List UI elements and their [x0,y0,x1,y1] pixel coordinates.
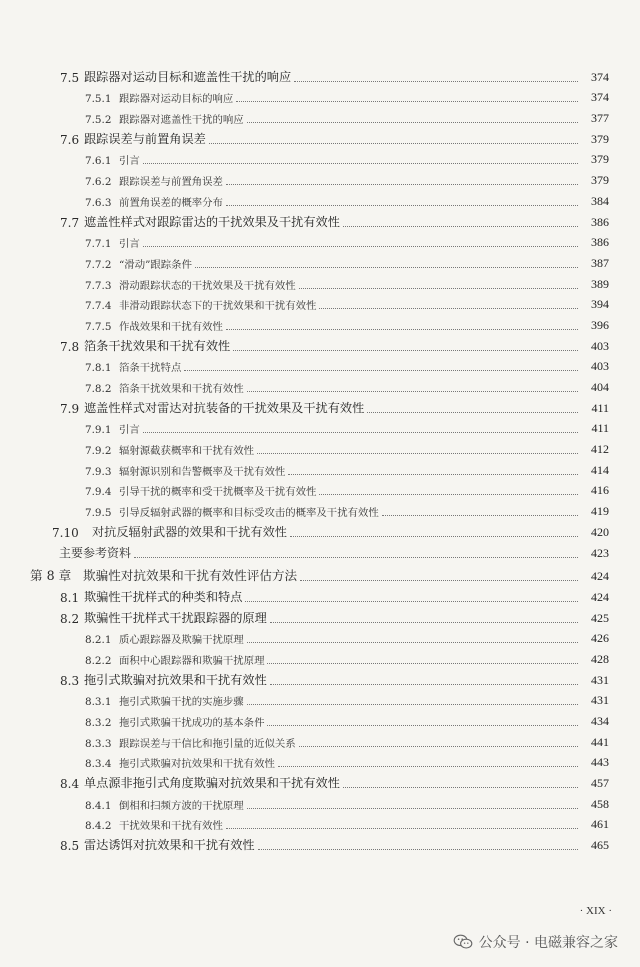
dot-leader [226,205,604,206]
entry-number: 8.2.1 [85,634,112,647]
dot-leader [226,828,604,829]
entry-title: 对抗反辐射武器的效果和干扰有效性 [92,524,287,539]
dot-leader [233,350,604,351]
entry-title: 欺骗性对抗效果和干扰有效性评估方法 [83,568,298,584]
entry-page-number: 403 [579,339,609,354]
entry-title: 滑动跟踪状态的干扰效果及干扰有效性 [119,279,296,292]
entry-number: 8.1 [60,590,80,605]
entry-title: 跟踪误差与前置角误差 [119,176,223,189]
entry-number: 7.8.1 [85,362,112,375]
entry-page-number: 387 [579,256,609,271]
entry-page-number: 424 [579,590,609,605]
dot-leader [343,787,604,788]
dot-leader [226,184,604,185]
toc-entry [0,459,640,480]
entry-title: 主要参考资料 [59,545,132,560]
entry-page-number: 434 [579,714,609,729]
entry-number: 8.4.2 [85,820,112,833]
entry-title: 引导干扰的概率和受干扰概率及干扰有效性 [119,486,317,499]
entry-number: 7.6.3 [85,196,112,209]
entry-title: 非滑动跟踪状态下的干扰效果和干扰有效性 [119,300,317,313]
entry-page-number: 465 [579,838,609,853]
entry-title: 面积中心跟踪器和欺骗干扰原理 [119,654,265,667]
entry-title: 干扰效果和干扰有效性 [119,820,223,833]
entry-number: 7.7.1 [85,238,112,251]
dot-leader [245,601,604,602]
toc-entry [0,814,640,835]
entry-title: 跟踪误差与干信比和拖引量的近似关系 [119,737,296,750]
watermark [453,932,618,952]
entry-page-number: 425 [579,611,609,626]
dot-leader [319,308,604,309]
chapter-entry [0,566,640,587]
dot-leader [247,808,604,809]
entry-number: 8.2.2 [85,654,112,667]
entry-page-number: 461 [579,817,609,832]
entry-page-number: 419 [579,504,609,519]
dot-leader [343,226,604,227]
entry-page-number: 414 [579,463,609,478]
entry-number: 7.7.4 [85,300,112,313]
entry-title: “滑动”跟踪条件 [119,258,192,271]
entry-page-number: 424 [579,569,609,584]
toc-entry [0,128,640,149]
entry-page-number: 403 [579,359,609,374]
entry-number: 8.3 [60,673,80,688]
dot-leader [319,494,604,495]
dot-leader [134,557,604,558]
toc-entry [0,273,640,294]
dot-leader [209,143,604,144]
entry-title: 遮盖性样式对雷达对抗装备的干扰效果及干扰有效性 [84,400,365,415]
dot-leader [267,725,604,726]
entry-number: 7.10 [52,525,79,540]
entry-title: 跟踪器对遮盖性干扰的响应 [119,114,244,127]
dot-leader [294,81,604,82]
entry-page-number: 411 [579,401,609,416]
toc-entry [0,149,640,170]
entry-number: 7.9.2 [85,445,112,458]
dot-leader [195,267,604,268]
dot-leader [247,642,604,643]
toc-entry [0,211,640,232]
entry-title: 跟踪误差与前置角误差 [84,131,206,146]
dot-leader [257,453,604,454]
entry-number: 8.3.4 [85,758,112,771]
entry-page-number: 379 [579,152,609,167]
wechat-icon [453,934,473,950]
toc-entry [0,710,640,731]
entry-number: 8.5 [60,839,80,854]
toc-entry [0,314,640,335]
entry-number: 8.4.1 [85,799,112,812]
entry-page-number: 389 [579,277,609,292]
entry-title: 拖引式欺骗对抗效果和干扰有效性 [84,672,267,687]
toc-entry [0,690,640,711]
toc-entry [0,376,640,397]
toc-entry [0,731,640,752]
entry-page-number: 458 [579,797,609,812]
entry-page-number: 394 [579,297,609,312]
entry-title: 欺骗性干扰样式的种类和特点 [84,589,243,604]
entry-number: 7.9.3 [85,465,112,478]
dot-leader [278,766,604,767]
dot-leader [247,122,604,123]
entry-page-number: 441 [579,735,609,750]
entry-title: 单点源非拖引式角度欺骗对抗效果和干扰有效性 [84,776,340,791]
entry-title: 引言 [119,155,140,168]
entry-number: 7.8 [60,339,80,354]
toc-entry [0,752,640,773]
entry-number: 7.9.5 [85,507,112,520]
entry-title: 倒相和扫频方波的干扰原理 [119,799,244,812]
entry-page-number: 374 [579,70,609,85]
table-of-contents [0,66,640,855]
entry-number: 8.3.1 [85,696,112,709]
entry-title: 欺骗性干扰样式干扰跟踪器的原理 [84,610,267,625]
entry-page-number: 386 [579,215,609,230]
toc-entry [0,66,640,87]
dot-leader [367,412,604,413]
entry-number: 7.6 [60,132,80,147]
entry-page-number: 404 [579,380,609,395]
entry-number: 7.7.5 [85,320,112,333]
entry-page-number: 379 [579,173,609,188]
toc-entry [0,648,640,669]
entry-page-number: 411 [579,421,609,436]
entry-page-number: 416 [579,483,609,498]
dot-leader [299,288,604,289]
entry-number: 7.9.1 [85,424,112,437]
dot-leader [247,704,604,705]
entry-page-number: 431 [579,693,609,708]
entry-page-number: 426 [579,631,609,646]
toc-entry [0,87,640,108]
entry-number: 8.4 [60,777,80,792]
toc-entry [0,418,640,439]
entry-title: 拖引式欺骗对抗效果和干扰有效性 [119,758,275,771]
entry-page-number: 374 [579,90,609,105]
page-number-footer: · XIX · [579,905,612,917]
entry-number: 7.7 [60,215,80,230]
toc-entry [0,169,640,190]
dot-leader [247,391,604,392]
dot-leader [299,746,604,747]
entry-title: 辐射源识别和告警概率及干扰有效性 [119,465,286,478]
entry-page-number: 420 [579,525,609,540]
entry-title: 辐射源截获概率和干扰有效性 [119,445,255,458]
entry-title: 质心跟踪器及欺骗干扰原理 [119,634,244,647]
entry-title: 箔条干扰效果和干扰有效性 [84,338,231,353]
entry-number: 7.5.2 [85,114,112,127]
entry-title: 作战效果和干扰有效性 [119,320,223,333]
entry-page-number: 431 [579,673,609,688]
dot-leader [258,849,604,850]
entry-title: 箔条干扰效果和干扰有效性 [119,383,244,395]
entry-page-number: 386 [579,235,609,250]
entry-title: 前置角误差的概率分布 [119,196,223,209]
entry-number: 7.6.1 [85,155,112,168]
toc-entry [0,669,640,690]
dot-leader [288,474,604,475]
entry-title: 箔条干扰特点 [119,362,182,375]
toc-entry [0,252,640,273]
entry-title: 跟踪器对运动目标的响应 [119,93,234,106]
dot-leader [270,684,604,685]
entry-number: 8.2 [60,611,80,626]
dot-leader [226,329,604,330]
dot-leader [143,246,604,247]
dot-leader [300,580,604,581]
dot-leader [270,622,604,623]
entry-title: 雷达诱饵对抗效果和干扰有效性 [84,838,255,853]
toc-entry [0,542,640,563]
entry-page-number: 443 [579,755,609,770]
entry-number: 8.3.3 [85,737,112,750]
toc-entry [0,772,640,793]
dot-leader [143,163,604,164]
entry-page-number: 423 [579,546,609,561]
entry-title: 遮盖性样式对跟踪雷达的干扰效果及干扰有效性 [84,214,340,229]
dot-leader [184,370,604,371]
entry-number: 7.7.3 [85,279,112,292]
entry-number: 7.6.2 [85,176,112,189]
toc-entry [0,607,640,628]
toc-entry [0,232,640,253]
entry-number: 7.8.2 [85,383,112,395]
toc-entry [0,356,640,377]
toc-entry [0,294,640,315]
toc-entry [0,397,640,418]
dot-leader [236,101,604,102]
entry-number: 7.5.1 [85,93,112,106]
toc-entry [0,480,640,501]
toc-entry [0,628,640,649]
entry-page-number: 379 [579,132,609,147]
entry-title: 拖引式欺骗干扰的实施步骤 [119,696,244,709]
entry-number: 8.3.2 [85,717,112,729]
dot-leader [143,432,604,433]
toc-entry [0,107,640,128]
entry-number: 7.7.2 [85,258,112,271]
entry-page-number: 428 [579,652,609,667]
toc-entry [0,586,640,607]
toc-entry [0,190,640,211]
entry-page-number: 384 [579,194,609,209]
dot-leader [382,515,604,516]
entry-title: 引导反辐射武器的概率和目标受攻击的概率及干扰有效性 [119,507,379,520]
entry-title: 引言 [119,424,140,437]
toc-entry [0,834,640,855]
entry-title: 跟踪器对运动目标和遮盖性干扰的响应 [84,69,292,84]
dot-leader [267,663,604,664]
entry-page-number: 396 [579,318,609,333]
entry-page-number: 377 [579,111,609,126]
toc-entry [0,335,640,356]
toc-entry [0,793,640,814]
toc-entry [0,500,640,521]
dot-leader [290,536,604,537]
watermark-text: 公众号 · 电磁兼容之家 [478,935,618,951]
entry-number: 第 8 章 [30,568,72,584]
entry-number: 7.9 [60,401,80,416]
entry-number: 7.9.4 [85,486,112,499]
entry-page-number: 412 [579,442,609,457]
toc-entry [0,521,640,542]
entry-number: 7.5 [60,70,80,85]
entry-page-number: 457 [579,776,609,791]
toc-entry [0,438,640,459]
entry-title: 拖引式欺骗干扰成功的基本条件 [119,717,265,729]
entry-title: 引言 [119,238,140,251]
